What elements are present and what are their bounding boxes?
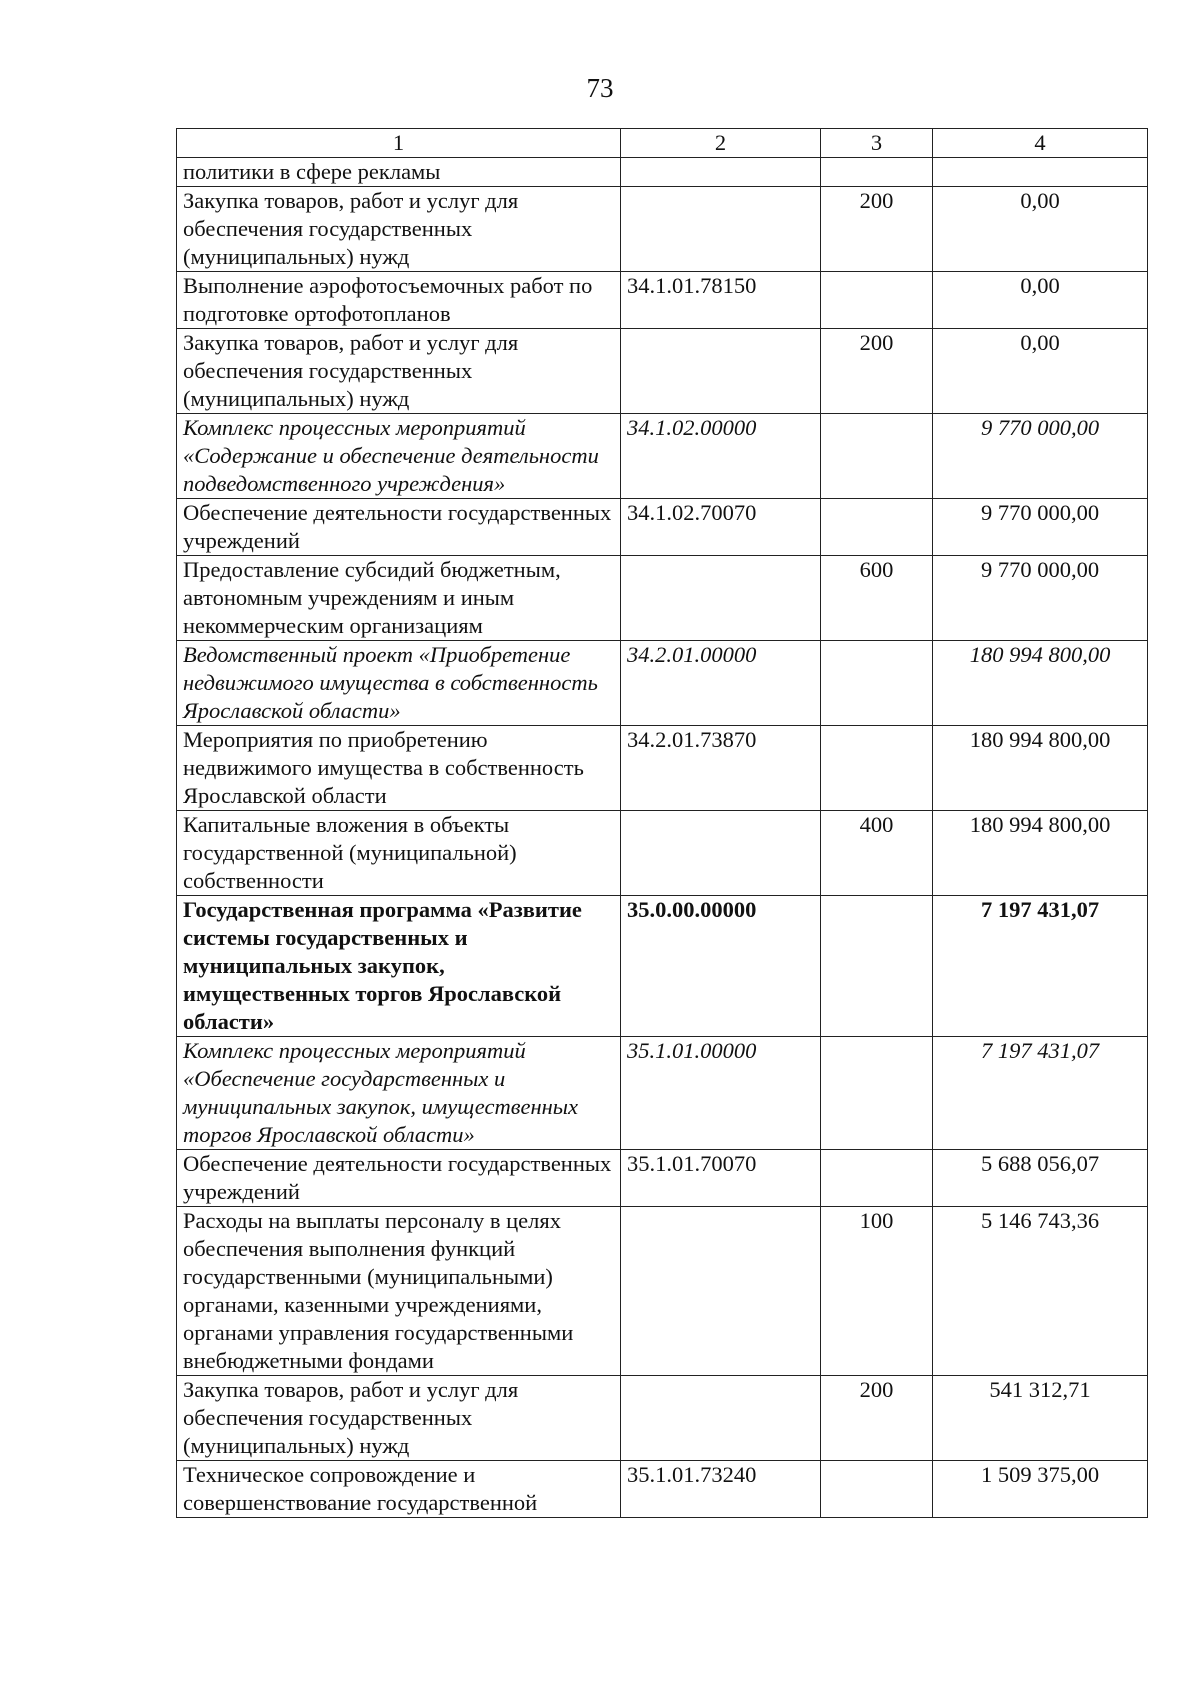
row-kvr-cell [821,1461,933,1518]
row-name-cell: Закупка товаров, работ и услуг для обеспечения государственных (муниципальных) нужд [177,329,621,414]
table-row [177,1461,1148,1518]
table-row [177,414,1148,499]
row-kvr-cell [821,499,933,556]
table-row [177,187,1148,272]
row-kvr-cell [821,726,933,811]
table-row [177,896,1148,1037]
table-row [177,272,1148,329]
row-code-cell [621,811,821,896]
row-amount-cell: 9 770 000,00 [933,556,1148,641]
table-row [177,641,1148,726]
budget-table [176,128,1148,1518]
table-row [177,158,1148,187]
row-amount-cell: 180 994 800,00 [933,726,1148,811]
row-name-cell: Техническое сопровождение и совершенствование государственной [177,1461,621,1518]
row-code-cell [621,1376,821,1461]
table-body [177,158,1148,1518]
row-code-cell: 35.1.01.00000 [621,1037,821,1150]
row-kvr-cell: 200 [821,1376,933,1461]
row-kvr-cell [821,158,933,187]
row-code-cell [621,158,821,187]
row-name-cell: Мероприятия по приобретению недвижимого имущества в собственность Ярославской области [177,726,621,811]
row-kvr-cell [821,896,933,1037]
row-code-cell [621,1207,821,1376]
row-code-cell: 34.1.02.70070 [621,499,821,556]
row-amount-cell: 1 509 375,00 [933,1461,1148,1518]
table-row [177,556,1148,641]
row-name-cell: Расходы на выплаты персоналу в целях обеспечения выполнения функций государственными (муниципальными) органами, казенными учреждениями, органами управления государственными внебюджетными фондами [177,1207,621,1376]
row-amount-cell: 0,00 [933,272,1148,329]
table-row [177,1037,1148,1150]
row-kvr-cell: 400 [821,811,933,896]
row-amount-cell [933,158,1148,187]
header-row [177,129,1148,158]
row-name-cell: Обеспечение деятельности государственных учреждений [177,1150,621,1207]
page-number: 73 [586,73,614,103]
table-row [177,1207,1148,1376]
row-name-cell: Обеспечение деятельности государственных учреждений [177,499,621,556]
row-amount-cell: 9 770 000,00 [933,499,1148,556]
row-amount-cell: 9 770 000,00 [933,414,1148,499]
row-kvr-cell: 200 [821,187,933,272]
row-code-cell: 35.0.00.00000 [621,896,821,1037]
row-code-cell: 34.2.01.73870 [621,726,821,811]
row-code-cell: 35.1.01.70070 [621,1150,821,1207]
row-kvr-cell [821,1150,933,1207]
row-code-cell [621,187,821,272]
row-code-cell [621,329,821,414]
row-amount-cell: 7 197 431,07 [933,896,1148,1037]
table-row [177,1150,1148,1207]
table-row [177,499,1148,556]
table-header [177,129,1148,158]
row-amount-cell: 180 994 800,00 [933,641,1148,726]
row-code-cell: 34.1.02.00000 [621,414,821,499]
row-amount-cell: 5 688 056,07 [933,1150,1148,1207]
row-code-cell: 34.2.01.00000 [621,641,821,726]
row-kvr-cell: 600 [821,556,933,641]
row-kvr-cell: 100 [821,1207,933,1376]
row-kvr-cell [821,414,933,499]
row-name-cell: политики в сфере рекламы [177,158,621,187]
row-amount-cell: 5 146 743,36 [933,1207,1148,1376]
row-kvr-cell [821,641,933,726]
table-row [177,726,1148,811]
row-amount-cell: 541 312,71 [933,1376,1148,1461]
row-name-cell: Предоставление субсидий бюджетным, автономным учреждениям и иным некоммерческим организациям [177,556,621,641]
row-amount-cell: 180 994 800,00 [933,811,1148,896]
row-name-cell: Капитальные вложения в объекты государственной (муниципальной) собственности [177,811,621,896]
row-code-cell: 34.1.01.78150 [621,272,821,329]
row-name-cell: Закупка товаров, работ и услуг для обеспечения государственных (муниципальных) нужд [177,187,621,272]
header-col-3: 3 [821,129,933,158]
row-kvr-cell [821,272,933,329]
row-code-cell [621,556,821,641]
row-name-cell: Выполнение аэрофотосъемочных работ по подготовке ортофотопланов [177,272,621,329]
row-amount-cell: 0,00 [933,329,1148,414]
row-code-cell: 35.1.01.73240 [621,1461,821,1518]
row-name-cell: Комплекс процессных мероприятий «Содержание и обеспечение деятельности подведомственного учреждения» [177,414,621,499]
row-name-cell: Комплекс процессных мероприятий «Обеспечение государственных и муниципальных закупок, имущественных торгов Ярославской области» [177,1037,621,1150]
header-col-4: 4 [933,129,1148,158]
row-amount-cell: 0,00 [933,187,1148,272]
row-kvr-cell [821,1037,933,1150]
row-name-cell: Государственная программа «Развитие системы государственных и муниципальных закупок, имущественных торгов Ярославской области» [177,896,621,1037]
row-kvr-cell: 200 [821,329,933,414]
table-row [177,329,1148,414]
header-col-2: 2 [621,129,821,158]
row-amount-cell: 7 197 431,07 [933,1037,1148,1150]
row-name-cell: Закупка товаров, работ и услуг для обеспечения государственных (муниципальных) нужд [177,1376,621,1461]
row-name-cell: Ведомственный проект «Приобретение недвижимого имущества в собственность Ярославской области» [177,641,621,726]
header-col-1: 1 [177,129,621,158]
table-row [177,811,1148,896]
table-row [177,1376,1148,1461]
